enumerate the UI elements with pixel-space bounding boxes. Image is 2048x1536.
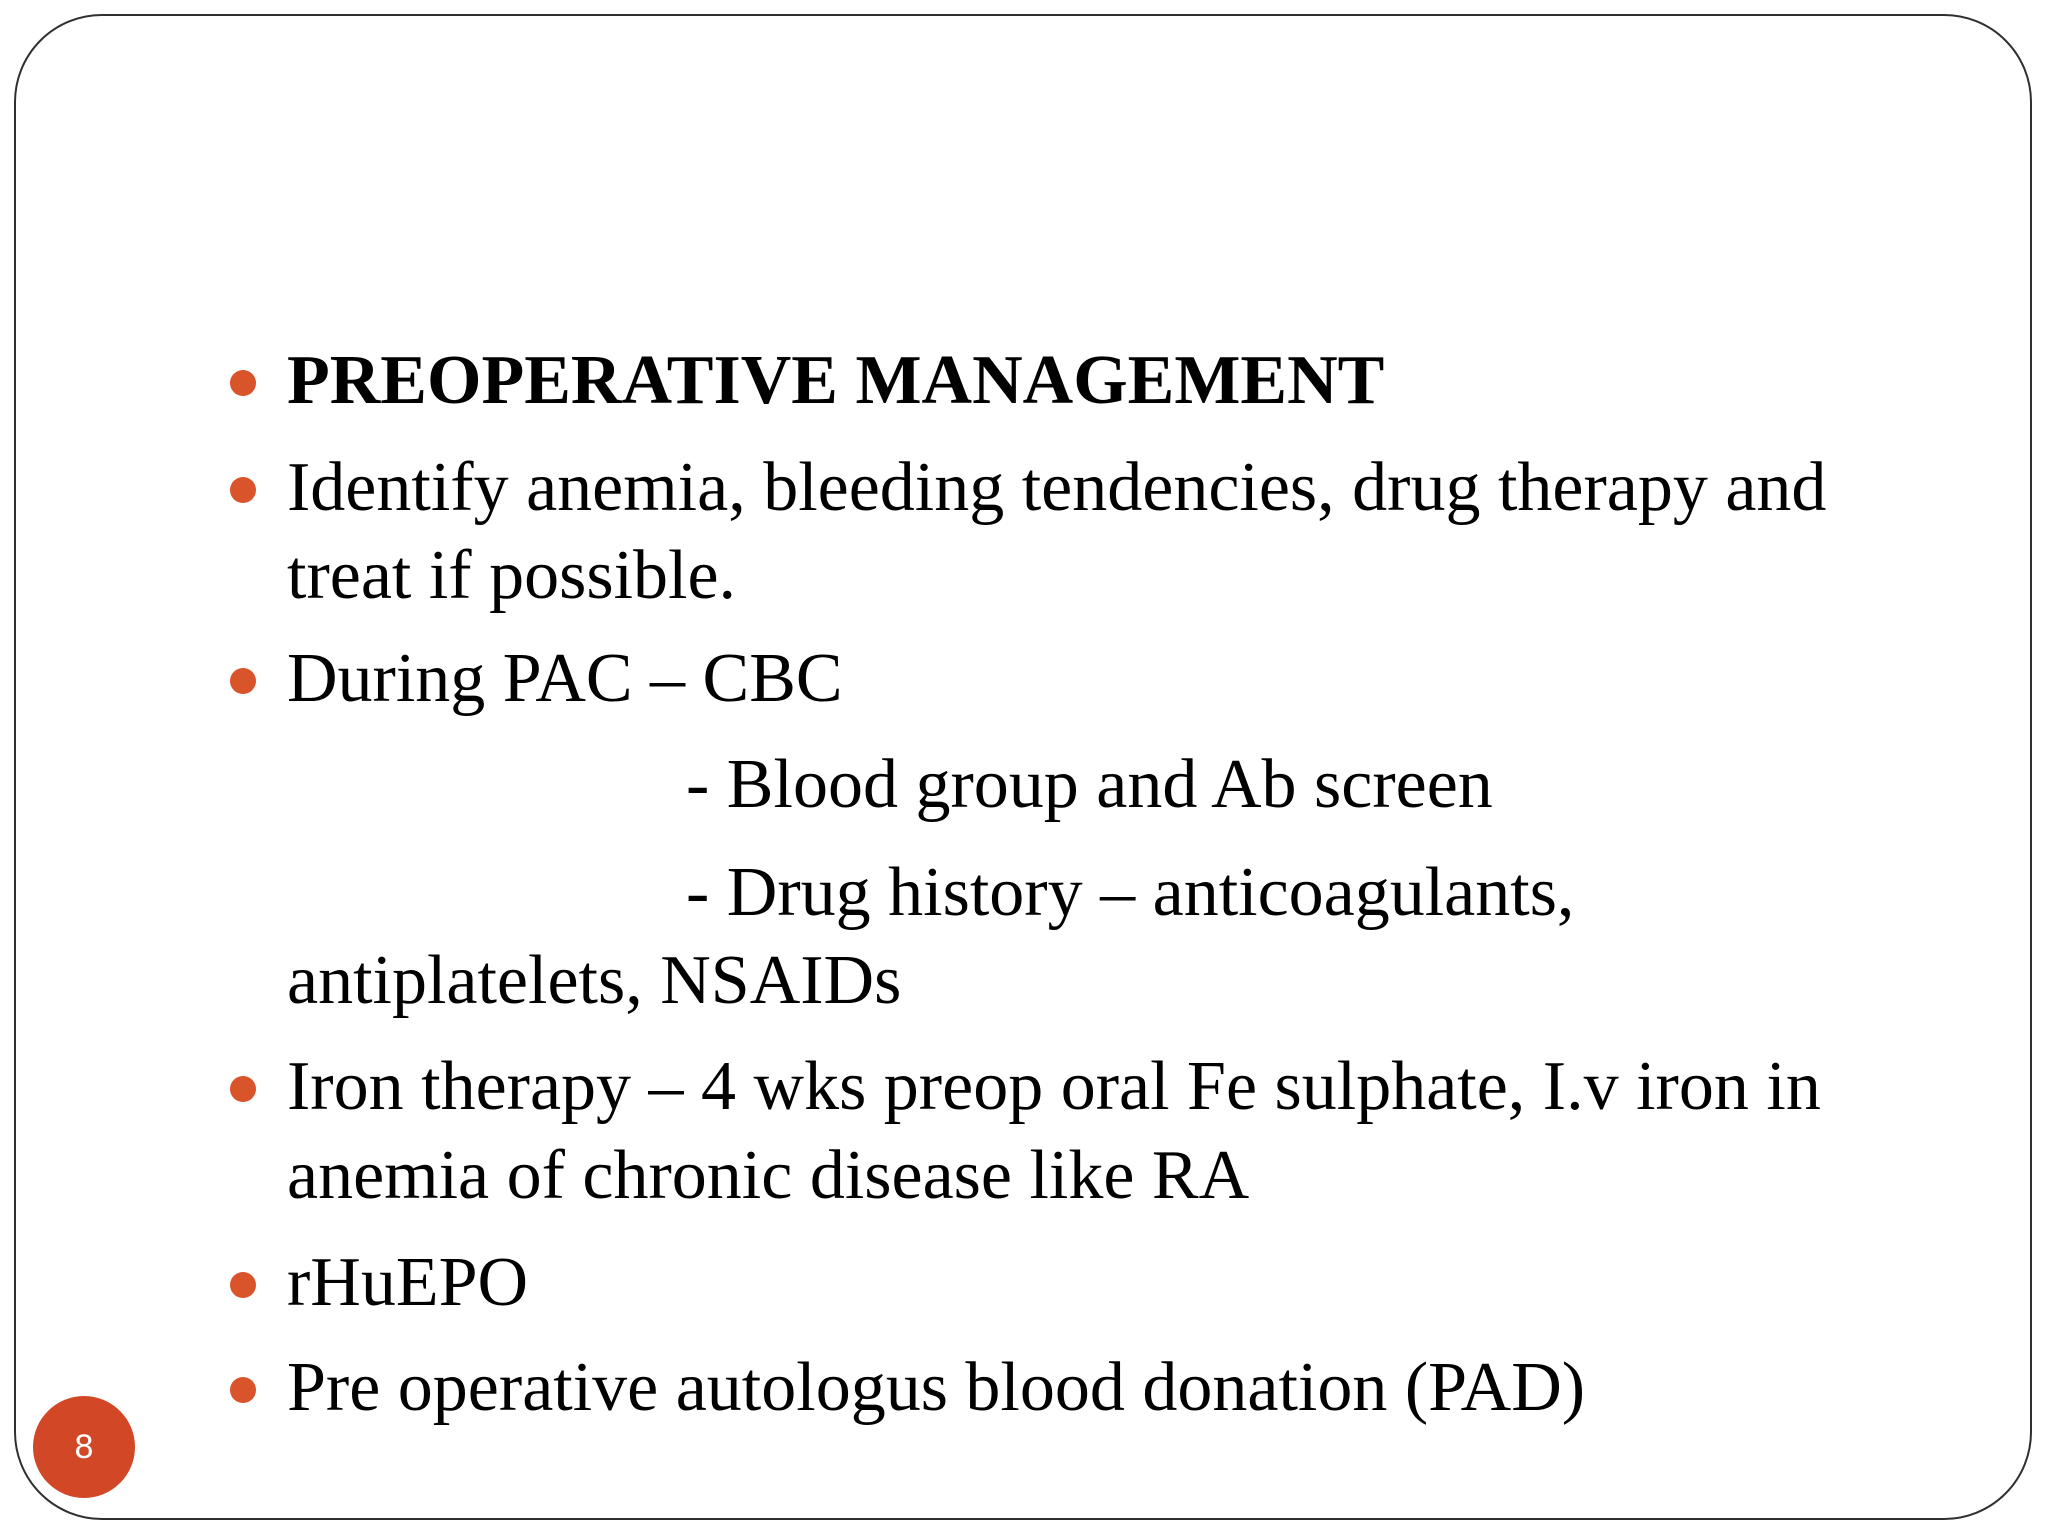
bullet-dot-icon [230, 1377, 256, 1403]
bullet-text: Pre operative autologus blood donation (PAD) [287, 1349, 1586, 1426]
bullet-text: rHuEPO [287, 1244, 529, 1321]
bullet-dot-icon [230, 1272, 256, 1298]
page-number-badge: 8 [33, 1396, 135, 1498]
bullet-text: Identify anemia, bleeding tendencies, drug therapy and [287, 449, 1827, 526]
bullet-text-continuation: treat if possible. [287, 537, 737, 614]
sub-item-text: - Blood group and Ab screen [686, 746, 1493, 823]
bullet-text-continuation: anemia of chronic disease like RA [287, 1137, 1250, 1214]
bullet-dot-icon [230, 668, 256, 694]
bullet-dot-icon [230, 1076, 256, 1102]
sub-item-continuation: antiplatelets, NSAIDs [287, 942, 902, 1019]
bullet-text: During PAC – CBC [287, 640, 843, 717]
bullet-heading: PREOPERATIVE MANAGEMENT [287, 342, 1385, 419]
bullet-dot-icon [230, 477, 256, 503]
bullet-text: Iron therapy – 4 wks preop oral Fe sulphate, I.v iron in [287, 1048, 1821, 1125]
sub-item-text: - Drug history – anticoagulants, [686, 854, 1575, 931]
bullet-dot-icon [230, 370, 256, 396]
